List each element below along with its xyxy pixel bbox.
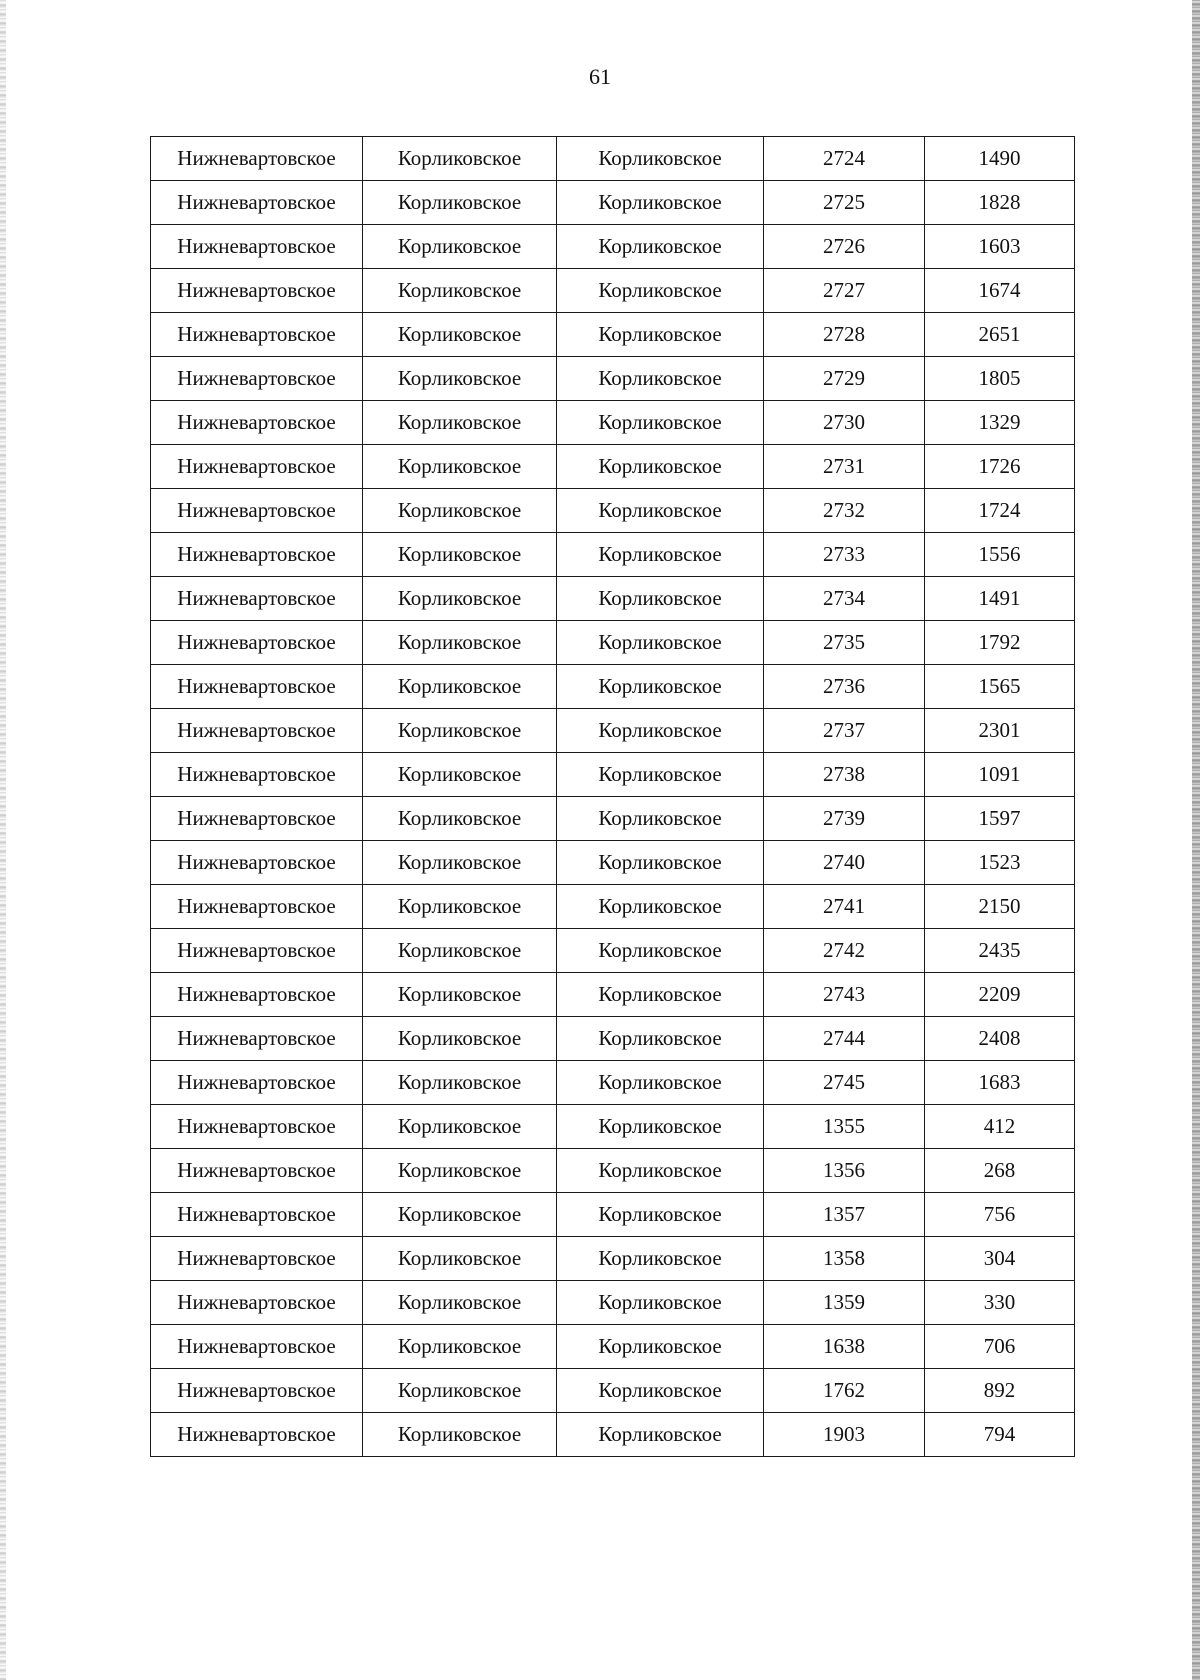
value-cell: 1683 (925, 1061, 1075, 1105)
table-row (151, 1017, 1075, 1061)
license-area-cell: Корликовское (557, 1105, 764, 1149)
well-number-cell: 1355 (764, 1105, 925, 1149)
table-row (151, 1193, 1075, 1237)
well-number-cell: 2725 (764, 181, 925, 225)
well-number-cell: 2728 (764, 313, 925, 357)
table-row (151, 753, 1075, 797)
district-cell: Нижневартовское (151, 797, 363, 841)
field-cell: Корликовское (363, 401, 557, 445)
value-cell: 1490 (925, 137, 1075, 181)
field-cell: Корликовское (363, 1193, 557, 1237)
well-number-cell: 2744 (764, 1017, 925, 1061)
table-row (151, 313, 1075, 357)
well-number-cell: 2735 (764, 621, 925, 665)
license-area-cell: Корликовское (557, 445, 764, 489)
district-cell: Нижневартовское (151, 1413, 363, 1457)
field-cell: Корликовское (363, 533, 557, 577)
scan-edge-left (0, 0, 6, 1680)
license-area-cell: Корликовское (557, 797, 764, 841)
field-cell: Корликовское (363, 225, 557, 269)
license-area-cell: Корликовское (557, 137, 764, 181)
license-area-cell: Корликовское (557, 665, 764, 709)
district-cell: Нижневартовское (151, 313, 363, 357)
value-cell: 1556 (925, 533, 1075, 577)
table-row (151, 401, 1075, 445)
table-row (151, 445, 1075, 489)
field-cell: Корликовское (363, 885, 557, 929)
value-cell: 2435 (925, 929, 1075, 973)
license-area-cell: Корликовское (557, 577, 764, 621)
field-cell: Корликовское (363, 181, 557, 225)
value-cell: 756 (925, 1193, 1075, 1237)
district-cell: Нижневартовское (151, 1325, 363, 1369)
well-number-cell: 1359 (764, 1281, 925, 1325)
license-area-cell: Корликовское (557, 709, 764, 753)
district-cell: Нижневартовское (151, 665, 363, 709)
well-number-cell: 2730 (764, 401, 925, 445)
field-cell: Корликовское (363, 137, 557, 181)
district-cell: Нижневартовское (151, 445, 363, 489)
value-cell: 412 (925, 1105, 1075, 1149)
table-row (151, 489, 1075, 533)
value-cell: 2651 (925, 313, 1075, 357)
value-cell: 892 (925, 1369, 1075, 1413)
value-cell: 2408 (925, 1017, 1075, 1061)
district-cell: Нижневартовское (151, 1369, 363, 1413)
value-cell: 1329 (925, 401, 1075, 445)
license-area-cell: Корликовское (557, 401, 764, 445)
table-row (151, 269, 1075, 313)
table-row (151, 577, 1075, 621)
well-number-cell: 1358 (764, 1237, 925, 1281)
well-number-cell: 2740 (764, 841, 925, 885)
license-area-cell: Корликовское (557, 1413, 764, 1457)
field-cell: Корликовское (363, 929, 557, 973)
well-number-cell: 2736 (764, 665, 925, 709)
value-cell: 1523 (925, 841, 1075, 885)
table-row (151, 797, 1075, 841)
well-number-cell: 1356 (764, 1149, 925, 1193)
well-number-cell: 2741 (764, 885, 925, 929)
district-cell: Нижневартовское (151, 489, 363, 533)
district-cell: Нижневартовское (151, 1017, 363, 1061)
license-area-cell: Корликовское (557, 181, 764, 225)
license-area-cell: Корликовское (557, 1017, 764, 1061)
table-row (151, 181, 1075, 225)
table-row (151, 357, 1075, 401)
table-row (151, 1105, 1075, 1149)
license-area-cell: Корликовское (557, 533, 764, 577)
scan-edge-right (1192, 0, 1200, 1680)
value-cell: 268 (925, 1149, 1075, 1193)
value-cell: 304 (925, 1237, 1075, 1281)
district-cell: Нижневартовское (151, 973, 363, 1017)
field-cell: Корликовское (363, 269, 557, 313)
district-cell: Нижневартовское (151, 841, 363, 885)
district-cell: Нижневартовское (151, 181, 363, 225)
value-cell: 1603 (925, 225, 1075, 269)
license-area-cell: Корликовское (557, 1061, 764, 1105)
license-area-cell: Корликовское (557, 885, 764, 929)
well-number-cell: 2731 (764, 445, 925, 489)
district-cell: Нижневартовское (151, 225, 363, 269)
field-cell: Корликовское (363, 1017, 557, 1061)
table-row (151, 621, 1075, 665)
value-cell: 2209 (925, 973, 1075, 1017)
field-cell: Корликовское (363, 1325, 557, 1369)
district-cell: Нижневартовское (151, 1149, 363, 1193)
field-cell: Корликовское (363, 1237, 557, 1281)
well-number-cell: 2733 (764, 533, 925, 577)
district-cell: Нижневартовское (151, 577, 363, 621)
value-cell: 706 (925, 1325, 1075, 1369)
license-area-cell: Корликовское (557, 225, 764, 269)
value-cell: 1828 (925, 181, 1075, 225)
well-number-cell: 2739 (764, 797, 925, 841)
well-number-cell: 2734 (764, 577, 925, 621)
license-area-cell: Корликовское (557, 489, 764, 533)
district-cell: Нижневартовское (151, 1061, 363, 1105)
district-cell: Нижневартовское (151, 401, 363, 445)
district-cell: Нижневартовское (151, 621, 363, 665)
table-row (151, 1061, 1075, 1105)
table-body (151, 137, 1075, 1457)
table-row (151, 1325, 1075, 1369)
table-row (151, 841, 1075, 885)
well-number-cell: 1762 (764, 1369, 925, 1413)
license-area-cell: Корликовское (557, 269, 764, 313)
table-row (151, 1413, 1075, 1457)
well-number-cell: 2726 (764, 225, 925, 269)
value-cell: 1805 (925, 357, 1075, 401)
value-cell: 1792 (925, 621, 1075, 665)
field-cell: Корликовское (363, 621, 557, 665)
field-cell: Корликовское (363, 1149, 557, 1193)
value-cell: 1726 (925, 445, 1075, 489)
license-area-cell: Корликовское (557, 753, 764, 797)
table-row (151, 1149, 1075, 1193)
table-row (151, 137, 1075, 181)
well-number-cell: 2738 (764, 753, 925, 797)
field-cell: Корликовское (363, 357, 557, 401)
district-cell: Нижневартовское (151, 709, 363, 753)
value-cell: 1091 (925, 753, 1075, 797)
district-cell: Нижневартовское (151, 269, 363, 313)
value-cell: 2150 (925, 885, 1075, 929)
table-row (151, 225, 1075, 269)
field-cell: Корликовское (363, 1413, 557, 1457)
district-cell: Нижневартовское (151, 357, 363, 401)
district-cell: Нижневартовское (151, 753, 363, 797)
district-cell: Нижневартовское (151, 137, 363, 181)
table-row (151, 1281, 1075, 1325)
field-cell: Корликовское (363, 1281, 557, 1325)
value-cell: 1674 (925, 269, 1075, 313)
license-area-cell: Корликовское (557, 621, 764, 665)
well-number-cell: 2742 (764, 929, 925, 973)
district-cell: Нижневартовское (151, 1105, 363, 1149)
district-cell: Нижневартовское (151, 533, 363, 577)
table-row (151, 973, 1075, 1017)
table-row (151, 929, 1075, 973)
well-number-cell: 2724 (764, 137, 925, 181)
field-cell: Корликовское (363, 797, 557, 841)
table-row (151, 709, 1075, 753)
table-row (151, 665, 1075, 709)
table-row (151, 1369, 1075, 1413)
value-cell: 330 (925, 1281, 1075, 1325)
well-number-cell: 1357 (764, 1193, 925, 1237)
license-area-cell: Корликовское (557, 357, 764, 401)
license-area-cell: Корликовское (557, 1281, 764, 1325)
field-cell: Корликовское (363, 489, 557, 533)
field-cell: Корликовское (363, 665, 557, 709)
license-area-cell: Корликовское (557, 1149, 764, 1193)
field-cell: Корликовское (363, 1369, 557, 1413)
value-cell: 1491 (925, 577, 1075, 621)
license-area-cell: Корликовское (557, 313, 764, 357)
district-cell: Нижневартовское (151, 1281, 363, 1325)
field-cell: Корликовское (363, 973, 557, 1017)
field-cell: Корликовское (363, 313, 557, 357)
well-number-cell: 2727 (764, 269, 925, 313)
table-row (151, 1237, 1075, 1281)
license-area-cell: Корликовское (557, 1193, 764, 1237)
field-cell: Корликовское (363, 1105, 557, 1149)
district-cell: Нижневартовское (151, 929, 363, 973)
well-number-cell: 2732 (764, 489, 925, 533)
district-cell: Нижневартовское (151, 885, 363, 929)
data-table (150, 136, 1075, 1457)
well-number-cell: 2737 (764, 709, 925, 753)
field-cell: Корликовское (363, 709, 557, 753)
well-number-cell: 2743 (764, 973, 925, 1017)
table-row (151, 533, 1075, 577)
value-cell: 2301 (925, 709, 1075, 753)
field-cell: Корликовское (363, 841, 557, 885)
license-area-cell: Корликовское (557, 1237, 764, 1281)
value-cell: 1565 (925, 665, 1075, 709)
value-cell: 1597 (925, 797, 1075, 841)
license-area-cell: Корликовское (557, 929, 764, 973)
table-row (151, 885, 1075, 929)
page-number: 61 (589, 64, 611, 89)
field-cell: Корликовское (363, 577, 557, 621)
district-cell: Нижневартовское (151, 1237, 363, 1281)
field-cell: Корликовское (363, 1061, 557, 1105)
well-number-cell: 1903 (764, 1413, 925, 1457)
well-number-cell: 2745 (764, 1061, 925, 1105)
well-number-cell: 1638 (764, 1325, 925, 1369)
license-area-cell: Корликовское (557, 973, 764, 1017)
field-cell: Корликовское (363, 445, 557, 489)
license-area-cell: Корликовское (557, 1369, 764, 1413)
field-cell: Корликовское (363, 753, 557, 797)
value-cell: 1724 (925, 489, 1075, 533)
license-area-cell: Корликовское (557, 1325, 764, 1369)
license-area-cell: Корликовское (557, 841, 764, 885)
district-cell: Нижневартовское (151, 1193, 363, 1237)
well-number-cell: 2729 (764, 357, 925, 401)
value-cell: 794 (925, 1413, 1075, 1457)
